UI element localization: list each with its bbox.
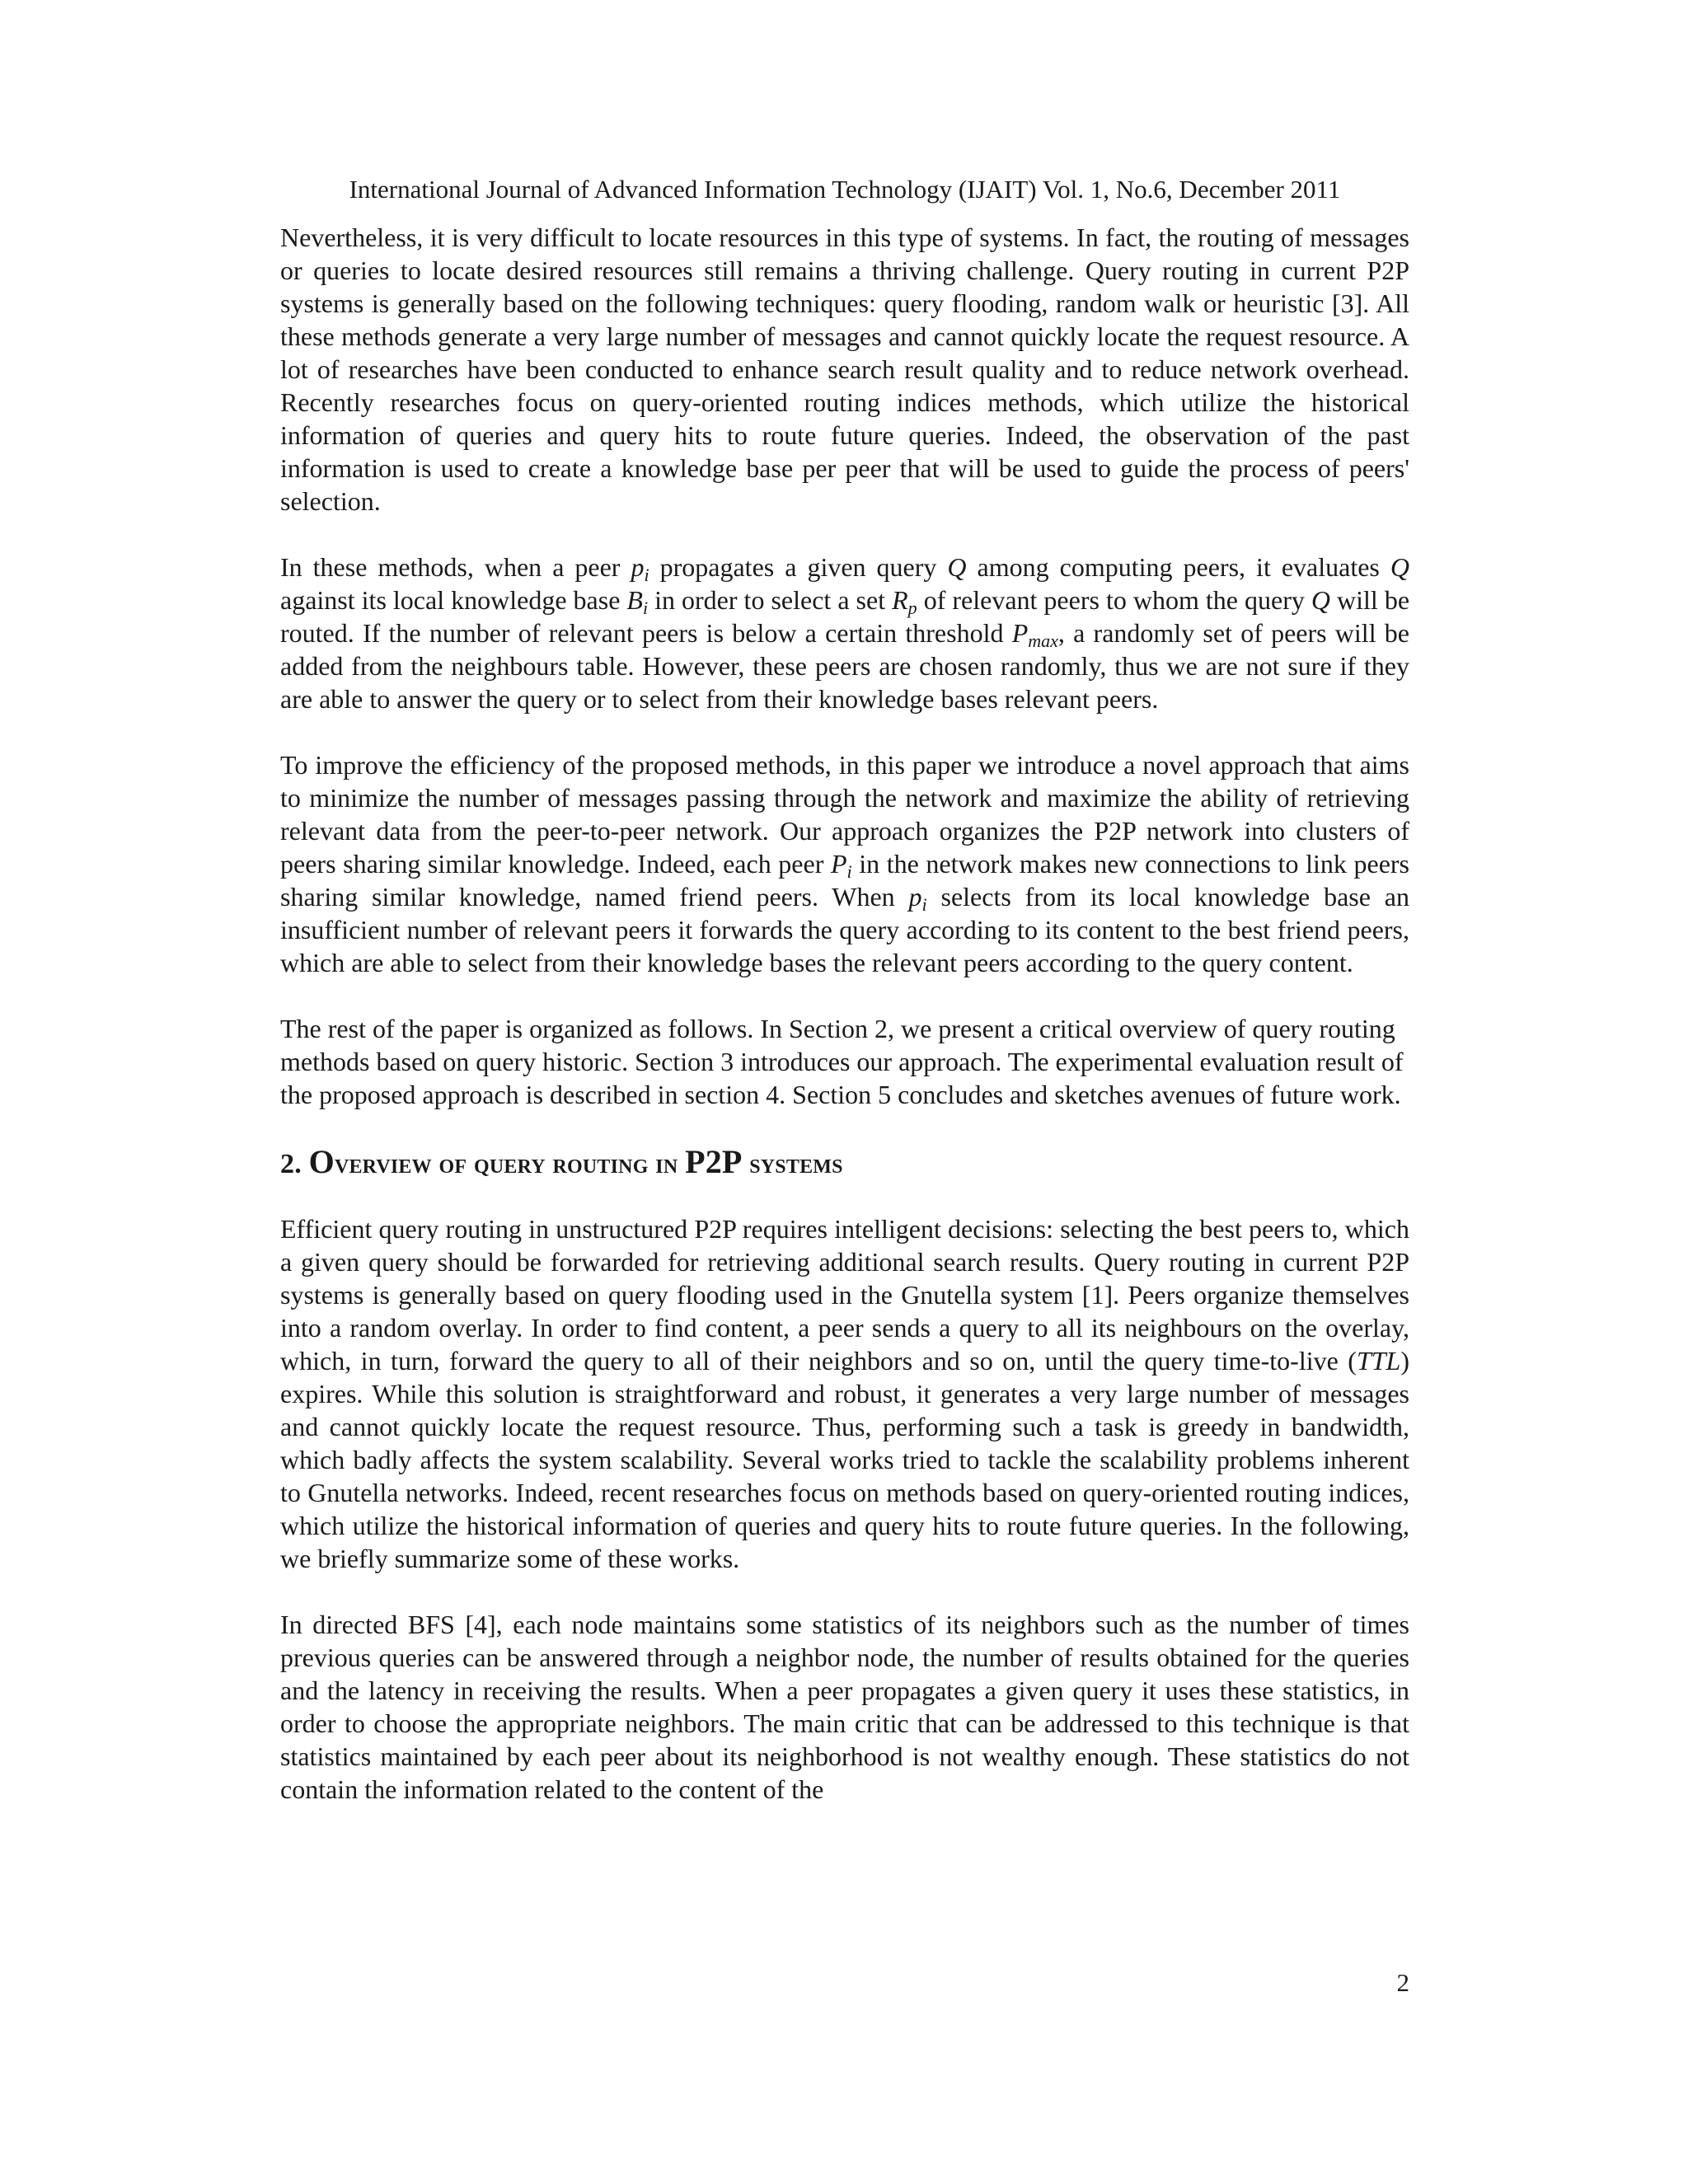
paragraph-query-routing-overview: Efficient query routing in unstructured P2P requires intelligent decisions: selecting the best peers to, which a given query should be forwarded for retrieving additional search results. Query routing in current P2P systems is generally based on query flooding used in the Gnutella system [1]. Peers organize themselves into a random overlay. In order to find content, a peer sends a query to all its neighbours on the overlay, which, in turn, forward the query to all of their neighbors and so on, until the query time-to-live (TTL) expires. While this solution is straightforward and robust, it generates a very large number of messages and cannot quickly locate the request resource. Thus, performing such a task is greedy in bandwidth, which badly affects the system scalability. Several works tried to tackle the scalability problems inherent to Gnutella networks. Indeed, recent researches focus on methods based on query-oriented routing indices, which utilize the historical information of queries and query hits to route future queries. In the following, we briefly summarize some of these works. — [280, 1214, 1409, 1573]
math-p-i: $p_i$ — [908, 882, 927, 915]
math-q: Q — [1311, 585, 1330, 615]
math-ttl: TTL — [1356, 1346, 1401, 1376]
math-b-i: $B_i$ — [626, 585, 649, 618]
math-q: Q — [1390, 552, 1410, 582]
math-q: Q — [947, 552, 967, 582]
math-P-i: $P_i$ — [830, 849, 852, 882]
paragraph-intro-resources: Nevertheless, it is very difficult to locate resources in this type of systems. In fact, the routing of messages or queries to locate desired resources still remains a thriving challenge. Query routing in current P2P systems is generally based on the following techniques: query flooding, random walk or heuristic [3]. All these methods generate a very large number of messages and cannot quickly locate the request resource. A lot of researches have been conducted to enhance search result quality and to reduce network overhead. Recently researches focus on query-oriented routing indices methods, which utilize the historical information of queries and query hits to route future queries. Indeed, the observation of the past information is used to create a knowledge base per peer that will be used to guide the process of peers' selection. — [280, 223, 1409, 516]
paragraph-directed-bfs: In directed BFS [4], each node maintains some statistics of its neighbors such as the number of times previous queries can be answered through a neighbor node, the number of results obtained for the queries and the latency in receiving the results. When a peer propagates a given query it uses these statistics, in order to choose the appropriate neighbors. The main critic that can be addressed to this technique is that statistics maintained by each peer about its neighborhood is not wealthy enough. These statistics do not contain the information related to the content of the — [280, 1610, 1409, 1804]
body-text — [280, 221, 1409, 1839]
math-p-max: $P_{max}$ — [1011, 618, 1058, 651]
paragraph-methods-peer-query: In these methods, when a peer $p_i$ propagates a given query Q among computing peers, it evaluates Q against its local knowledge base $B_i$ in order to select a set $R_p$ of relevant peers to whom the query Q will be routed. If the number of relevant peers is below a certain threshold $P_{max}$, a randomly set of peers will be added from the neighbours table. However, these peers are chosen randomly, thus we are not sure if they are able to answer the query or to select from their knowledge bases relevant peers. — [280, 552, 1410, 714]
math-p-i: $p_i$ — [631, 552, 649, 585]
running-header: International Journal of Advanced Information Technology (IJAIT) Vol. 1, No.6, December 2011 — [349, 175, 1341, 204]
page-number: 2 — [1396, 1968, 1409, 1997]
paragraph-proposed-approach: To improve the efficiency of the proposed methods, in this paper we introduce a novel approach that aims to minimize the number of messages passing through the network and maximize the ability of retrieving relevant data from the peer-to-peer network. Our approach organizes the P2P network into clusters of peers sharing similar knowledge. Indeed, each peer $P_i$ in the network makes new connections to link peers sharing similar knowledge, named friend peers. When $p_i$ selects from its local knowledge base an insufficient number of relevant peers it forwards the query according to its content to the best friend peers, which are able to select from their knowledge bases the relevant peers according to the query content. — [280, 750, 1410, 977]
section-heading: 2. Overview of query routing in P2P systems — [280, 1143, 843, 1180]
math-r-p: $R_p$ — [892, 585, 917, 618]
paragraph-paper-organization: The rest of the paper is organized as follows. In Section 2, we present a critical overview of query routing methods based on query historic. Section 3 introduces our approach. The experimental evaluation result of the proposed approach is described in section 4. Section 5 concludes and sketches avenues of future work. — [280, 1014, 1404, 1109]
